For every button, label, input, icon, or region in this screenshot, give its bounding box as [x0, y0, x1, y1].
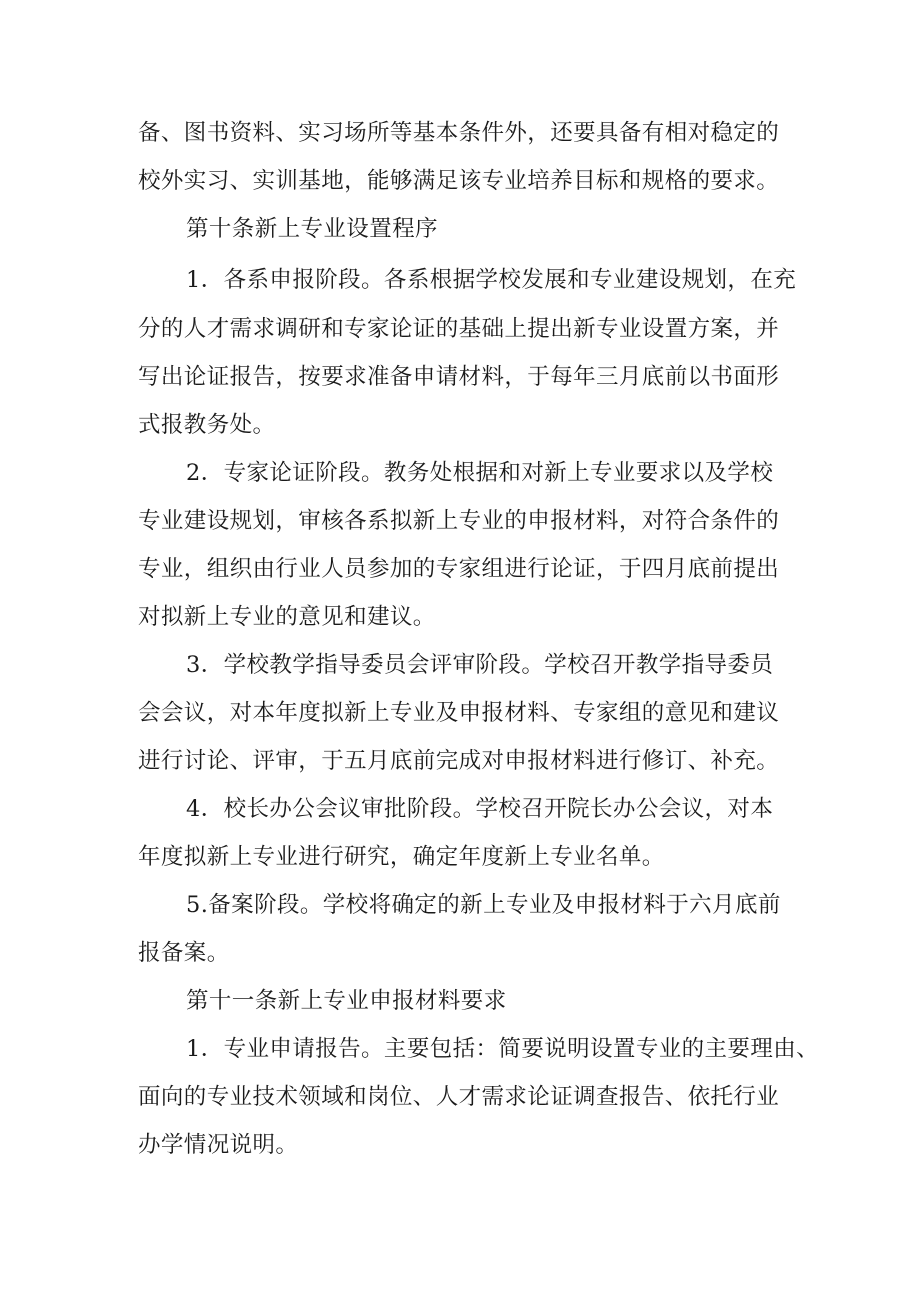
- paragraph-line: 写出论证报告，按要求准备申请材料，于每年三月底前以书面形: [138, 364, 780, 390]
- paragraph-line: 会会议，对本年度拟新上专业及申报材料、专家组的意见和建议: [138, 700, 780, 726]
- paragraph-line: 报备案。: [138, 940, 230, 966]
- paragraph-line: 1．专业申请报告。主要包括：简要说明设置专业的主要理由、: [186, 1036, 820, 1062]
- paragraph-line: 备、图书资料、实习场所等基本条件外，还要具备有相对稳定的: [138, 120, 780, 146]
- paragraph-line: 2．专家论证阶段。教务处根据和对新上专业要求以及学校: [186, 460, 774, 486]
- paragraph-line: 专业建设规划，审核各系拟新上专业的申报材料，对符合条件的: [138, 508, 780, 534]
- paragraph-line: 式报教务处。: [138, 412, 276, 438]
- paragraph-line: 年度拟新上专业进行研究，确定年度新上专业名单。: [138, 844, 665, 870]
- paragraph-line: 对拟新上专业的意见和建议。: [138, 604, 436, 630]
- article-heading: 第十一条新上专业申报材料要求: [186, 988, 507, 1014]
- paragraph-line: 办学情况说明。: [138, 1132, 299, 1158]
- paragraph-line: 分的人才需求调研和专家论证的基础上提出新专业设置方案，并: [138, 316, 780, 342]
- paragraph-line: 进行讨论、评审，于五月底前完成对申报材料进行修订、补充。: [138, 748, 780, 774]
- paragraph-line: 专业，组织由行业人员参加的专家组进行论证，于四月底前提出: [138, 556, 780, 582]
- paragraph-line: 5.备案阶段。学校将确定的新上专业及申报材料于六月底前: [186, 892, 781, 918]
- paragraph-line: 面向的专业技术领域和岗位、人才需求论证调查报告、依托行业: [138, 1084, 780, 1110]
- article-heading: 第十条新上专业设置程序: [186, 216, 438, 242]
- paragraph-line: 校外实习、实训基地，能够满足该专业培养目标和规格的要求。: [138, 168, 780, 194]
- paragraph-line: 1．各系申报阶段。各系根据学校发展和专业建设规划，在充: [186, 267, 797, 293]
- paragraph-line: 3．学校教学指导委员会评审阶段。学校召开教学指导委员: [186, 652, 774, 678]
- paragraph-line: 4．校长办公会议审批阶段。学校召开院长办公会议，对本: [186, 796, 774, 822]
